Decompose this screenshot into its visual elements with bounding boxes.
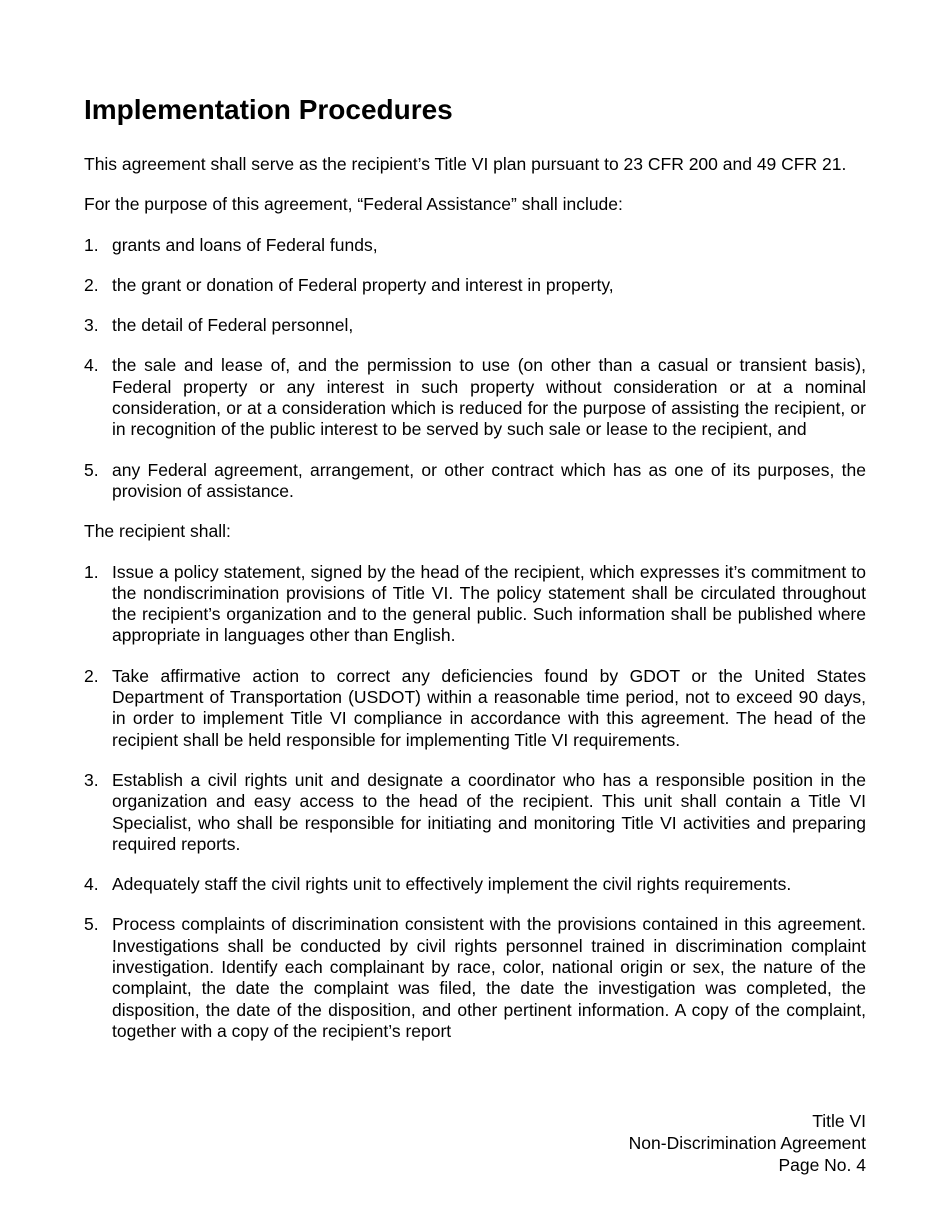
- list-item: [84, 460, 866, 503]
- list-number: 5.: [84, 914, 99, 935]
- document-page: [84, 92, 866, 1061]
- list-item-text: any Federal agreement, arrangement, or other contract which has as one of its purposes, the provision of assistance.: [112, 459, 866, 501]
- list-number: 5.: [84, 459, 99, 480]
- list-item-text: the detail of Federal personnel,: [112, 315, 354, 336]
- list-item-text: Adequately staff the civil rights unit to effectively implement the civil rights requirements.: [112, 874, 792, 895]
- list-item-text: Establish a civil rights unit and designate a coordinator who has a responsible position in the organization and easy access to the head of the recipient. This unit shall contain a Title VI Specialist, who shall be responsible for initiating and monitoring Title VI activities and preparing required reports.: [112, 769, 866, 854]
- assistance-list: [84, 235, 866, 503]
- recipient-heading: The recipient shall:: [84, 521, 231, 542]
- intro-paragraph: This agreement shall serve as the recipient’s Title VI plan pursuant to 23 CFR 200 and 49 CFR 21.: [84, 154, 847, 174]
- list-item-text: Process complaints of discrimination consistent with the provisions contained in this agreement. Investigations shall be conducted by civil rights personnel trained in discrimination complaint investigation. Identify each complainant by race, color, national origin or sex, the nature of the complaint, the date the complaint was filed, the date the investigation was completed, the disposition, the date of the disposition, and other pertinent information. A copy of the complaint, together with a copy of the recipient’s report: [112, 914, 866, 1041]
- list-item: [84, 235, 866, 256]
- list-number: 4.: [84, 874, 99, 895]
- page-footer: [629, 1110, 866, 1176]
- list-item-text: the grant or donation of Federal property and interest in property,: [112, 274, 614, 295]
- list-number: 3.: [84, 769, 99, 790]
- list-item-text: Take affirmative action to correct any deficiencies found by GDOT or the United States Department of Transportation (USDOT) within a reasonable time period, not to exceed 90 days, in order to implement Title VI compliance in accordance with this agreement. The head of the recipient shall be held responsible for implementing Title VI requirements.: [112, 665, 866, 750]
- list-number: 2.: [84, 274, 99, 295]
- page-title: Implementation Procedures: [84, 94, 453, 125]
- list-number: 3.: [84, 315, 99, 336]
- list-item: [84, 914, 866, 1042]
- list-number: 1.: [84, 234, 99, 255]
- recipient-list: [84, 562, 866, 1043]
- assistance-heading: For the purpose of this agreement, “Federal Assistance” shall include:: [84, 194, 623, 215]
- list-item: [84, 315, 866, 336]
- footer-subtitle: Non-Discrimination Agreement: [628, 1133, 866, 1153]
- list-item-text: grants and loans of Federal funds,: [112, 234, 378, 255]
- list-item-text: the sale and lease of, and the permission to use (on other than a casual or transient basis), Federal property or any interest in such property without consideration or at a nominal consideration, or at a consideration which is reduced for the purpose of assisting the recipient, or in recognition of the public interest to be served by such sale or lease to the recipient, and: [112, 355, 866, 440]
- list-item: [84, 275, 866, 296]
- list-item: [84, 562, 866, 647]
- list-item: [84, 355, 866, 440]
- list-number: 1.: [84, 561, 99, 582]
- list-item: [84, 666, 866, 751]
- list-number: 4.: [84, 355, 99, 376]
- list-item: [84, 770, 866, 855]
- list-item: [84, 874, 866, 895]
- list-item-text: Issue a policy statement, signed by the head of the recipient, which expresses it’s commitment to the nondiscrimination provisions of Title VI. The policy statement shall be circulated throughout the recipient’s organization and to the general public. Such information shall be published where appropriate in languages other than English.: [112, 561, 866, 646]
- footer-title: Title VI: [812, 1111, 866, 1131]
- page-number: Page No. 4: [778, 1155, 866, 1175]
- list-number: 2.: [84, 665, 99, 686]
